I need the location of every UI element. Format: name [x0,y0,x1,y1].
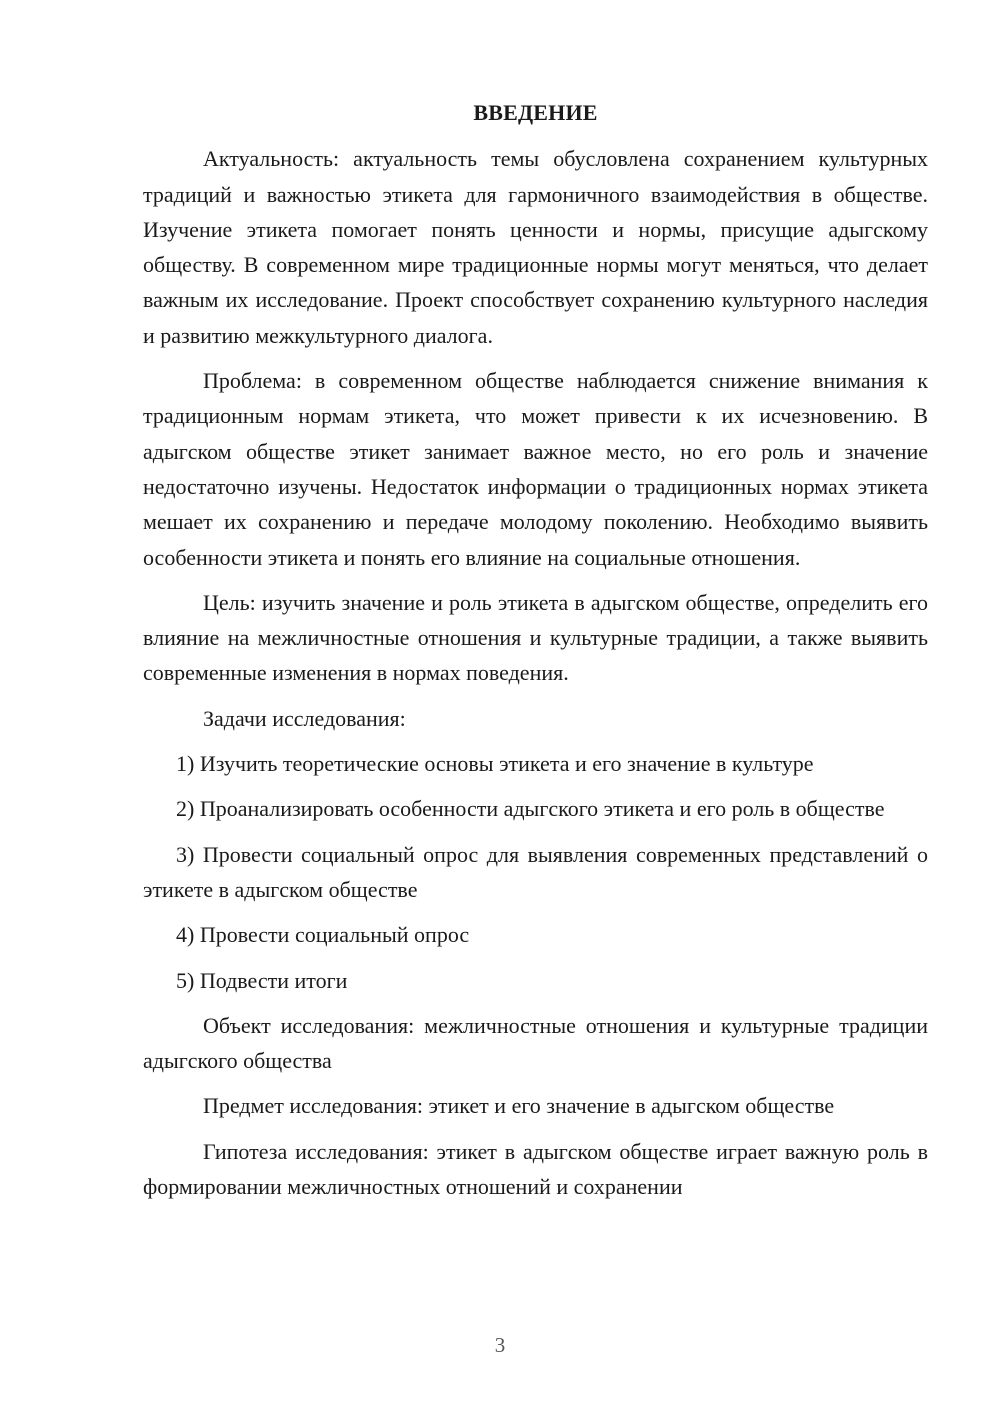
page-content [143,95,928,1214]
object-paragraph: Объект исследования: межличностные отношения и культурные традиции адыгского общества [143,1012,928,1074]
hypothesis-paragraph: Гипотеза исследования: этикет в адыгском обществе играет важную роль в формировании межличностных отношений и сохранении [143,1138,928,1200]
page-number: 3 [494,1333,506,1357]
task-item-4: 4) Провести социальный опрос [176,922,470,948]
task-item-1: 1) Изучить теоретические основы этикета и его значение в культуре [176,751,814,777]
section-title: ВВЕДЕНИЕ [473,100,598,125]
task-item-2: 2) Проанализировать особенности адыгского этикета и его роль в обществе [176,796,885,822]
subject-paragraph: Предмет исследования: этикет и его значение в адыгском обществе [203,1093,835,1119]
relevance-paragraph: Актуальность: актуальность темы обусловлена сохранением культурных традиций и важностью этикета для гармоничного взаимодействия в обществе. Изучение этикета помогает понять ценности и нормы, присущие адыгскому обществу. В современном мире традиционные нормы могут меняться, что делает важным их исследование. Проект способствует сохранению культурного наследия и развитию межкультурного диалога. [143,146,928,348]
tasks-heading: Задачи исследования: [203,705,406,731]
problem-paragraph: Проблема: в современном обществе наблюдается снижение внимания к традиционным нормам этикета, что может привести к их исчезновению. В адыгском обществе этикет занимает важное место, но его роль и значение недостаточно изучены. Недостаток информации о традиционных нормах этикета мешает их сохранению и передаче молодому поколению. Необходимо выявить особенности этикета и понять его влияние на социальные отношения. [143,368,928,570]
task-item-3: 3) Провести социальный опрос для выявления современных представлений о этикете в адыгском обществе [143,841,928,902]
goal-paragraph: Цель: изучить значение и роль этикета в адыгском обществе, определить его влияние на межличностные отношения и культурные традиции, а также выявить современные изменения в нормах поведения. [143,589,928,686]
task-item-5: 5) Подвести итоги [176,967,348,993]
